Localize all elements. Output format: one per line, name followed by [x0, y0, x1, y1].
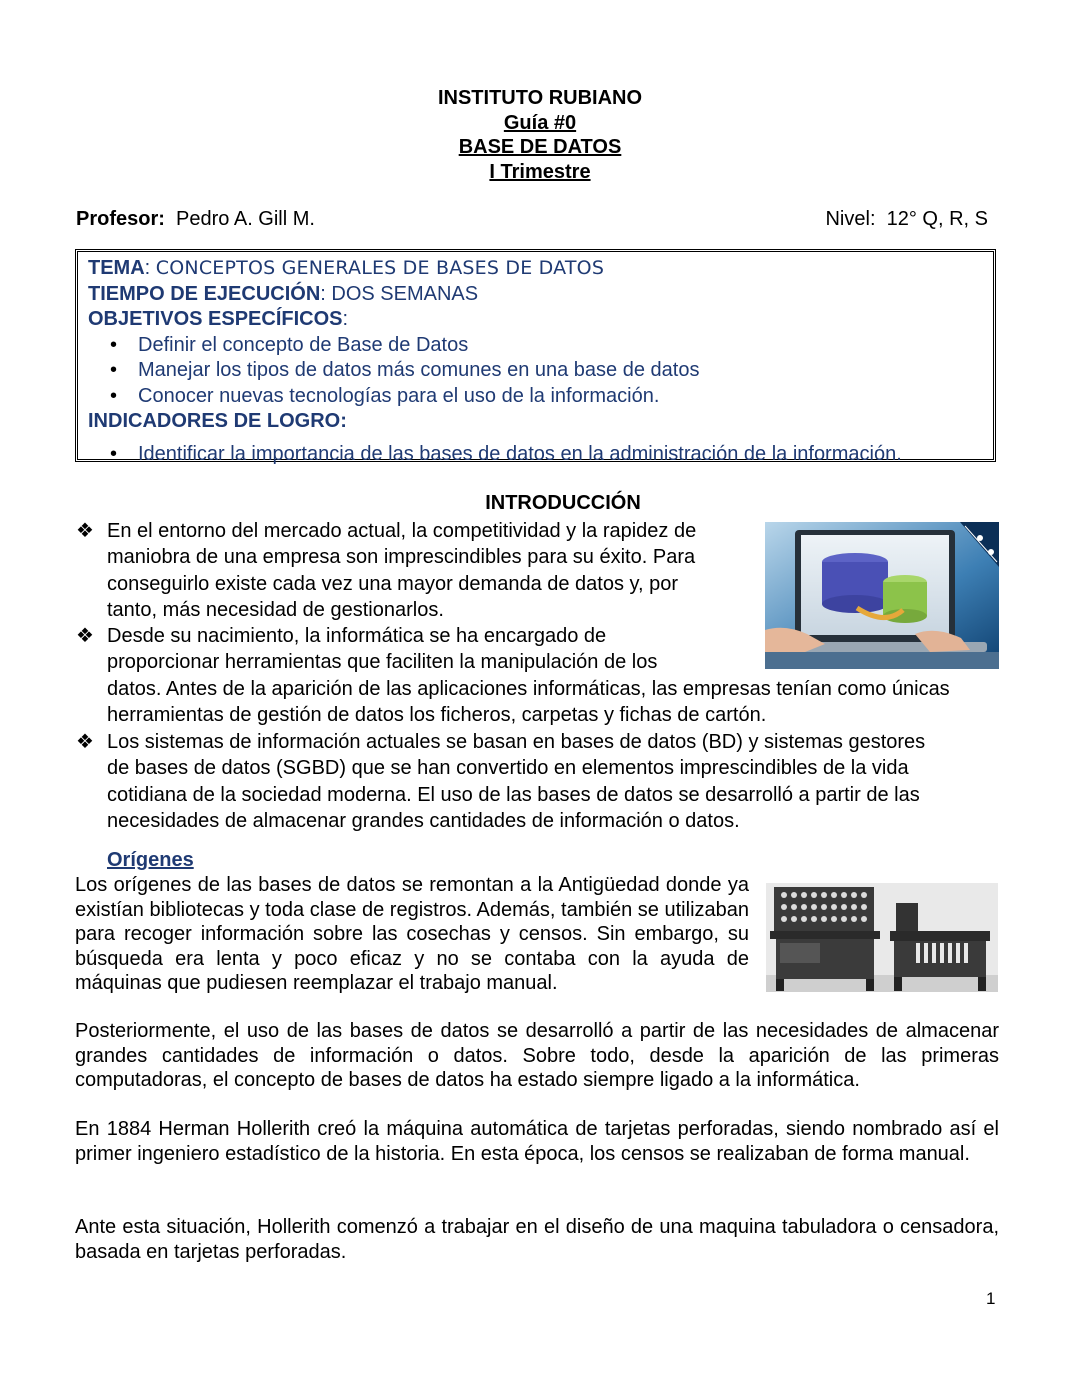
bullet-mark-icon: ❖ [76, 731, 94, 753]
tema-value: CONCEPTOS GENERALES DE BASES DE DATOS [155, 257, 605, 279]
objectives-box [75, 249, 996, 465]
indicadores-label: INDICADORES DE LOGRO: [88, 410, 347, 432]
origenes-paragraph-3: En 1884 Herman Hollerith creó la máquina automática de tarjetas perforadas, siendo nombrado así el primer ingeniero estadístico de la historia. En esta época, los censos se realizaban de forma manual. [75, 1118, 999, 1165]
list-item: • Definir el concepto de Base de Datos [138, 333, 983, 359]
objetivos-label: OBJETIVOS ESPECÍFICOS [88, 308, 343, 330]
origenes-paragraph-4: Ante esta situación, Hollerith comenzó a trabajar en el diseño de una maquina tabuladora o censadora, basada en tarjetas perforadas. [75, 1216, 999, 1263]
tiempo-label: TIEMPO DE EJECUCIÓN [88, 282, 321, 305]
list-item: • Manejar los tipos de datos más comunes en una base de datos [138, 358, 983, 384]
intro-title: INTRODUCCIÓN [485, 492, 641, 514]
guide-number: Guía #0 [503, 111, 577, 134]
intro-bullet-1 [76, 518, 1000, 623]
teacher-label: Profesor: [76, 208, 165, 230]
bullet-mark-icon: ❖ [76, 625, 94, 647]
origenes-paragraph-1: Los orígenes de las bases de datos se remontan a la Antigüedad donde ya existían bibliotecas y toda clase de registros. Además, también se utilizaban para recoger información sobre las cosechas y censos. Sin embargo, su búsqueda era lenta y poco eficaz y no se contaba con la ayuda de máquinas que pudiesen reemplazar el trabajo manual. [75, 874, 749, 994]
teacher-level-row [76, 208, 988, 231]
intro-bullet-2 [76, 623, 1000, 728]
tema-line: TEMA: CONCEPTOS GENERALES DE BASES DE DATOS [88, 257, 605, 279]
origenes-title: Orígenes [107, 849, 194, 871]
bullet-text: En el entorno del mercado actual, la competitividad y la rapidez de maniobra de una empresa son imprescindibles para su éxito. Para conseguirlo existe cada vez una mayor demanda de datos y, por tanto, más necesidad de gestionarlos. [107, 520, 697, 621]
tiempo-value: DOS SEMANAS [331, 282, 479, 305]
list-item: • Identificar la importancia de las bases de datos en la administración de la información. [138, 442, 983, 468]
page-number: 1 [986, 1289, 996, 1308]
teacher-name: Pedro A. Gill M. [176, 208, 315, 230]
tabulating-machine-photo [766, 883, 998, 992]
objetivos-line: OBJETIVOS ESPECÍFICOS: [88, 308, 349, 330]
level-value: 12° Q, R, S [886, 208, 988, 230]
level-label: Nivel: [825, 208, 876, 230]
subject-title: BASE DE DATOS [458, 136, 622, 158]
tema-label: TEMA [88, 257, 145, 279]
list-item: • Conocer nuevas tecnologías para el uso de la información. [138, 384, 983, 410]
origenes-paragraph-2: Posteriormente, el uso de las bases de datos se desarrolló a partir de las necesidades de almacenar grandes cantidades de información o datos. Sobre todo, desde la aparición de las primeras computadoras, el concepto de bases de datos ha estado siempre ligado a la informática. [75, 1020, 999, 1091]
tiempo-line: TIEMPO DE EJECUCIÓN: DOS SEMANAS [88, 282, 479, 305]
bullet-text: Los sistemas de información actuales se basan en bases de datos (BD) y sistemas gestores de bases de datos (SGBD) que se han convertido en elementos imprescindibles de la vida cotidiana de la sociedad moderna. El uso de las bases de datos se desarrolló a partir de las necesidades de almacenar grandes cantidades de información o datos. [107, 731, 926, 832]
document-header [0, 86, 1080, 184]
institute-name: INSTITUTO RUBIANO [437, 87, 643, 109]
bullet-text: Desde su nacimiento, la informática se ha encargado de proporcionar herramientas que faciliten la manipulación de los datos. Antes de la aparición de las aplicaciones informáticas, las empresas tenían como únicas herramientas de gestión de datos los ficheros, carpetas y fichas de cartón. [107, 625, 950, 726]
teacher-info [76, 208, 315, 231]
intro-bullet-3 [76, 729, 1000, 834]
level-info [825, 208, 988, 231]
term-label: I Trimestre [489, 160, 591, 183]
bullet-mark-icon: ❖ [76, 520, 94, 542]
indicadores-list [88, 442, 983, 468]
objetivos-list [88, 333, 983, 410]
